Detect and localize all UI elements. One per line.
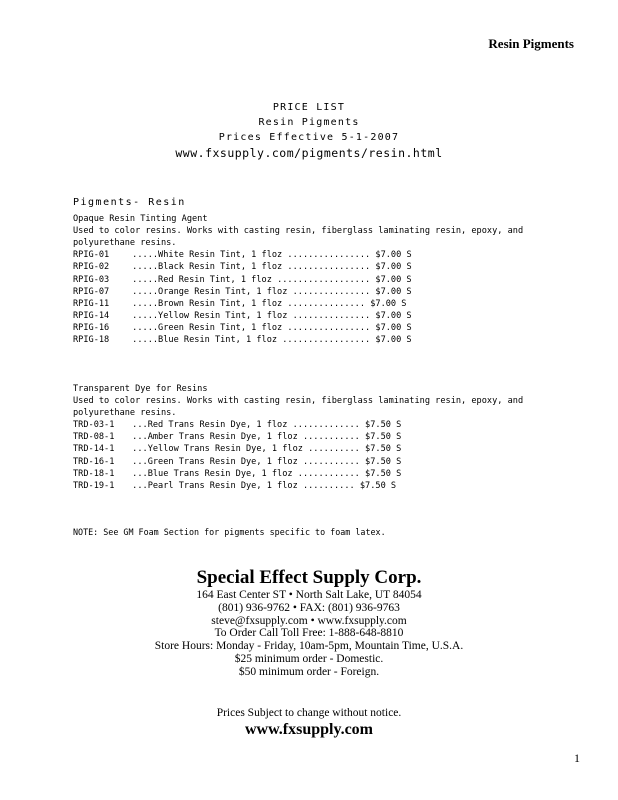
leader-dots: ..... bbox=[127, 298, 159, 309]
company-name: Special Effect Supply Corp. bbox=[196, 567, 422, 588]
leader-dots: ... bbox=[127, 420, 148, 431]
item-name: Pearl Trans Resin Dye, 1 floz bbox=[147, 480, 298, 491]
item-price: $7.50 S bbox=[365, 444, 402, 455]
price-row bbox=[73, 261, 573, 273]
price-row bbox=[73, 419, 573, 431]
price-change-notice: Prices Subject to change without notice. bbox=[216, 707, 402, 719]
leader-dots: .................. bbox=[277, 274, 371, 285]
company-block bbox=[0, 566, 618, 679]
item-price: $7.50 S bbox=[365, 420, 402, 431]
footer bbox=[0, 707, 618, 740]
title-block bbox=[0, 100, 618, 162]
item-name: Yellow Trans Resin Dye, 1 floz bbox=[147, 444, 303, 455]
leader-dots: ........... bbox=[302, 456, 360, 467]
section-subheading: Opaque Resin Tinting Agent bbox=[73, 214, 208, 225]
leader-dots: ............... bbox=[292, 310, 371, 321]
item-name: Black Resin Tint, 1 floz bbox=[158, 262, 283, 273]
minimum-order-domestic: $25 minimum order - Domestic. bbox=[234, 652, 384, 665]
leader-dots: ................. bbox=[282, 335, 371, 346]
company-hours: Store Hours: Monday - Friday, 10am-5pm, Mountain Time, U.S.A. bbox=[154, 640, 464, 653]
price-rows bbox=[73, 249, 573, 346]
item-name: Orange Resin Tint, 1 floz bbox=[158, 286, 288, 297]
item-price: $7.00 S bbox=[375, 335, 412, 346]
item-name: White Resin Tint, 1 floz bbox=[158, 250, 283, 261]
item-code: RPIG-07 bbox=[73, 286, 110, 297]
leader-dots: ..... bbox=[127, 286, 159, 297]
item-name: Green Resin Tint, 1 floz bbox=[158, 322, 283, 333]
leader-dots: .......... bbox=[302, 480, 355, 491]
price-row bbox=[73, 310, 573, 322]
company-phone: (801) 936-9762 • FAX: (801) 936-9763 bbox=[218, 601, 400, 614]
company-email-web: steve@fxsupply.com • www.fxsupply.com bbox=[211, 614, 407, 627]
item-price: $7.00 S bbox=[375, 250, 412, 261]
item-code: TRD-18-1 bbox=[73, 468, 115, 479]
leader-dots: ........... bbox=[302, 432, 360, 443]
price-row bbox=[73, 456, 573, 468]
item-code: RPIG-14 bbox=[73, 310, 110, 321]
item-name: Yellow Resin Tint, 1 floz bbox=[158, 310, 288, 321]
item-name: Blue Resin Tint, 1 floz bbox=[158, 335, 278, 346]
leader-dots: ............... bbox=[287, 298, 366, 309]
leader-dots: ..... bbox=[127, 274, 159, 285]
leader-dots: ... bbox=[127, 480, 148, 491]
foam-note: NOTE: See GM Foam Section for pigments specific to foam latex. bbox=[73, 527, 386, 537]
item-code: TRD-08-1 bbox=[73, 432, 115, 443]
section-opaque-pigments bbox=[73, 197, 573, 346]
item-name: Blue Trans Resin Dye, 1 floz bbox=[147, 468, 293, 479]
item-price: $7.50 S bbox=[365, 456, 402, 467]
item-price: $7.00 S bbox=[375, 310, 412, 321]
price-row bbox=[73, 468, 573, 480]
item-code: TRD-16-1 bbox=[73, 456, 115, 467]
price-row bbox=[73, 443, 573, 455]
price-row bbox=[73, 274, 573, 286]
section-transparent-dyes bbox=[73, 383, 573, 492]
prices-effective-date: Prices Effective 5-1-2007 bbox=[218, 132, 400, 143]
price-list-subtitle: Resin Pigments bbox=[258, 117, 360, 128]
item-code: TRD-03-1 bbox=[73, 420, 115, 431]
leader-dots: ..... bbox=[127, 250, 159, 261]
leader-dots: ................ bbox=[287, 262, 371, 273]
leader-dots: ... bbox=[127, 456, 148, 467]
item-code: RPIG-18 bbox=[73, 335, 110, 346]
company-address: 164 East Center ST • North Salt Lake, UT 84054 bbox=[196, 589, 422, 601]
leader-dots: ..... bbox=[127, 310, 159, 321]
price-row bbox=[73, 298, 573, 310]
section-heading: Pigments- Resin bbox=[73, 197, 186, 208]
leader-dots: ... bbox=[127, 444, 148, 455]
item-code: RPIG-01 bbox=[73, 250, 110, 261]
item-code: RPIG-16 bbox=[73, 322, 110, 333]
page-number: 1 bbox=[574, 751, 580, 765]
leader-dots: ................ bbox=[287, 250, 371, 261]
item-code: TRD-19-1 bbox=[73, 480, 115, 491]
item-price: $7.00 S bbox=[375, 274, 412, 285]
pigments-page-url: www.fxsupply.com/pigments/resin.html bbox=[175, 146, 443, 160]
item-price: $7.00 S bbox=[375, 286, 412, 297]
leader-dots: ..... bbox=[127, 322, 159, 333]
item-price: $7.50 S bbox=[365, 468, 402, 479]
leader-dots: ... bbox=[127, 432, 148, 443]
page-header-title: Resin Pigments bbox=[488, 36, 574, 51]
leader-dots: ................ bbox=[287, 322, 371, 333]
price-row bbox=[73, 286, 573, 298]
price-row bbox=[73, 334, 573, 346]
leader-dots: .......... bbox=[308, 444, 360, 455]
item-code: RPIG-02 bbox=[73, 262, 110, 273]
item-name: Red Resin Tint, 1 floz bbox=[158, 274, 272, 285]
leader-dots: ... bbox=[127, 468, 148, 479]
section-description: Used to color resins. Works with casting resin, fiberglass laminating resin, epoxy, and polyurethane resins. bbox=[73, 226, 524, 249]
item-name: Brown Resin Tint, 1 floz bbox=[158, 298, 283, 309]
footer-website: www.fxsupply.com bbox=[244, 721, 374, 738]
leader-dots: ............... bbox=[292, 286, 371, 297]
minimum-order-foreign: $50 minimum order - Foreign. bbox=[238, 665, 380, 678]
price-row bbox=[73, 480, 573, 492]
price-row bbox=[73, 431, 573, 443]
company-toll-free: To Order Call Toll Free: 1-888-648-8810 bbox=[214, 627, 404, 640]
price-row bbox=[73, 322, 573, 334]
item-price: $7.50 S bbox=[365, 432, 402, 443]
item-price: $7.50 S bbox=[359, 480, 397, 491]
leader-dots: ..... bbox=[127, 335, 159, 346]
item-price: $7.00 S bbox=[375, 262, 412, 273]
price-row bbox=[73, 249, 573, 261]
item-code: RPIG-03 bbox=[73, 274, 110, 285]
item-code: TRD-14-1 bbox=[73, 444, 115, 455]
item-price: $7.00 S bbox=[370, 298, 407, 309]
leader-dots: ............ bbox=[297, 468, 360, 479]
leader-dots: ............. bbox=[292, 420, 360, 431]
price-list-title: PRICE LIST bbox=[272, 102, 346, 113]
item-name: Green Trans Resin Dye, 1 floz bbox=[147, 456, 298, 467]
section-subheading: Transparent Dye for Resins bbox=[73, 384, 208, 394]
price-rows bbox=[73, 419, 573, 492]
leader-dots: ..... bbox=[127, 262, 159, 273]
section-description: Used to color resins. Works with casting resin, fiberglass laminating resin, epoxy, and polyurethane resins. bbox=[73, 396, 524, 419]
item-price: $7.00 S bbox=[375, 322, 412, 333]
item-name: Red Trans Resin Dye, 1 floz bbox=[147, 420, 288, 431]
item-code: RPIG-11 bbox=[73, 298, 110, 309]
item-name: Amber Trans Resin Dye, 1 floz bbox=[147, 432, 298, 443]
